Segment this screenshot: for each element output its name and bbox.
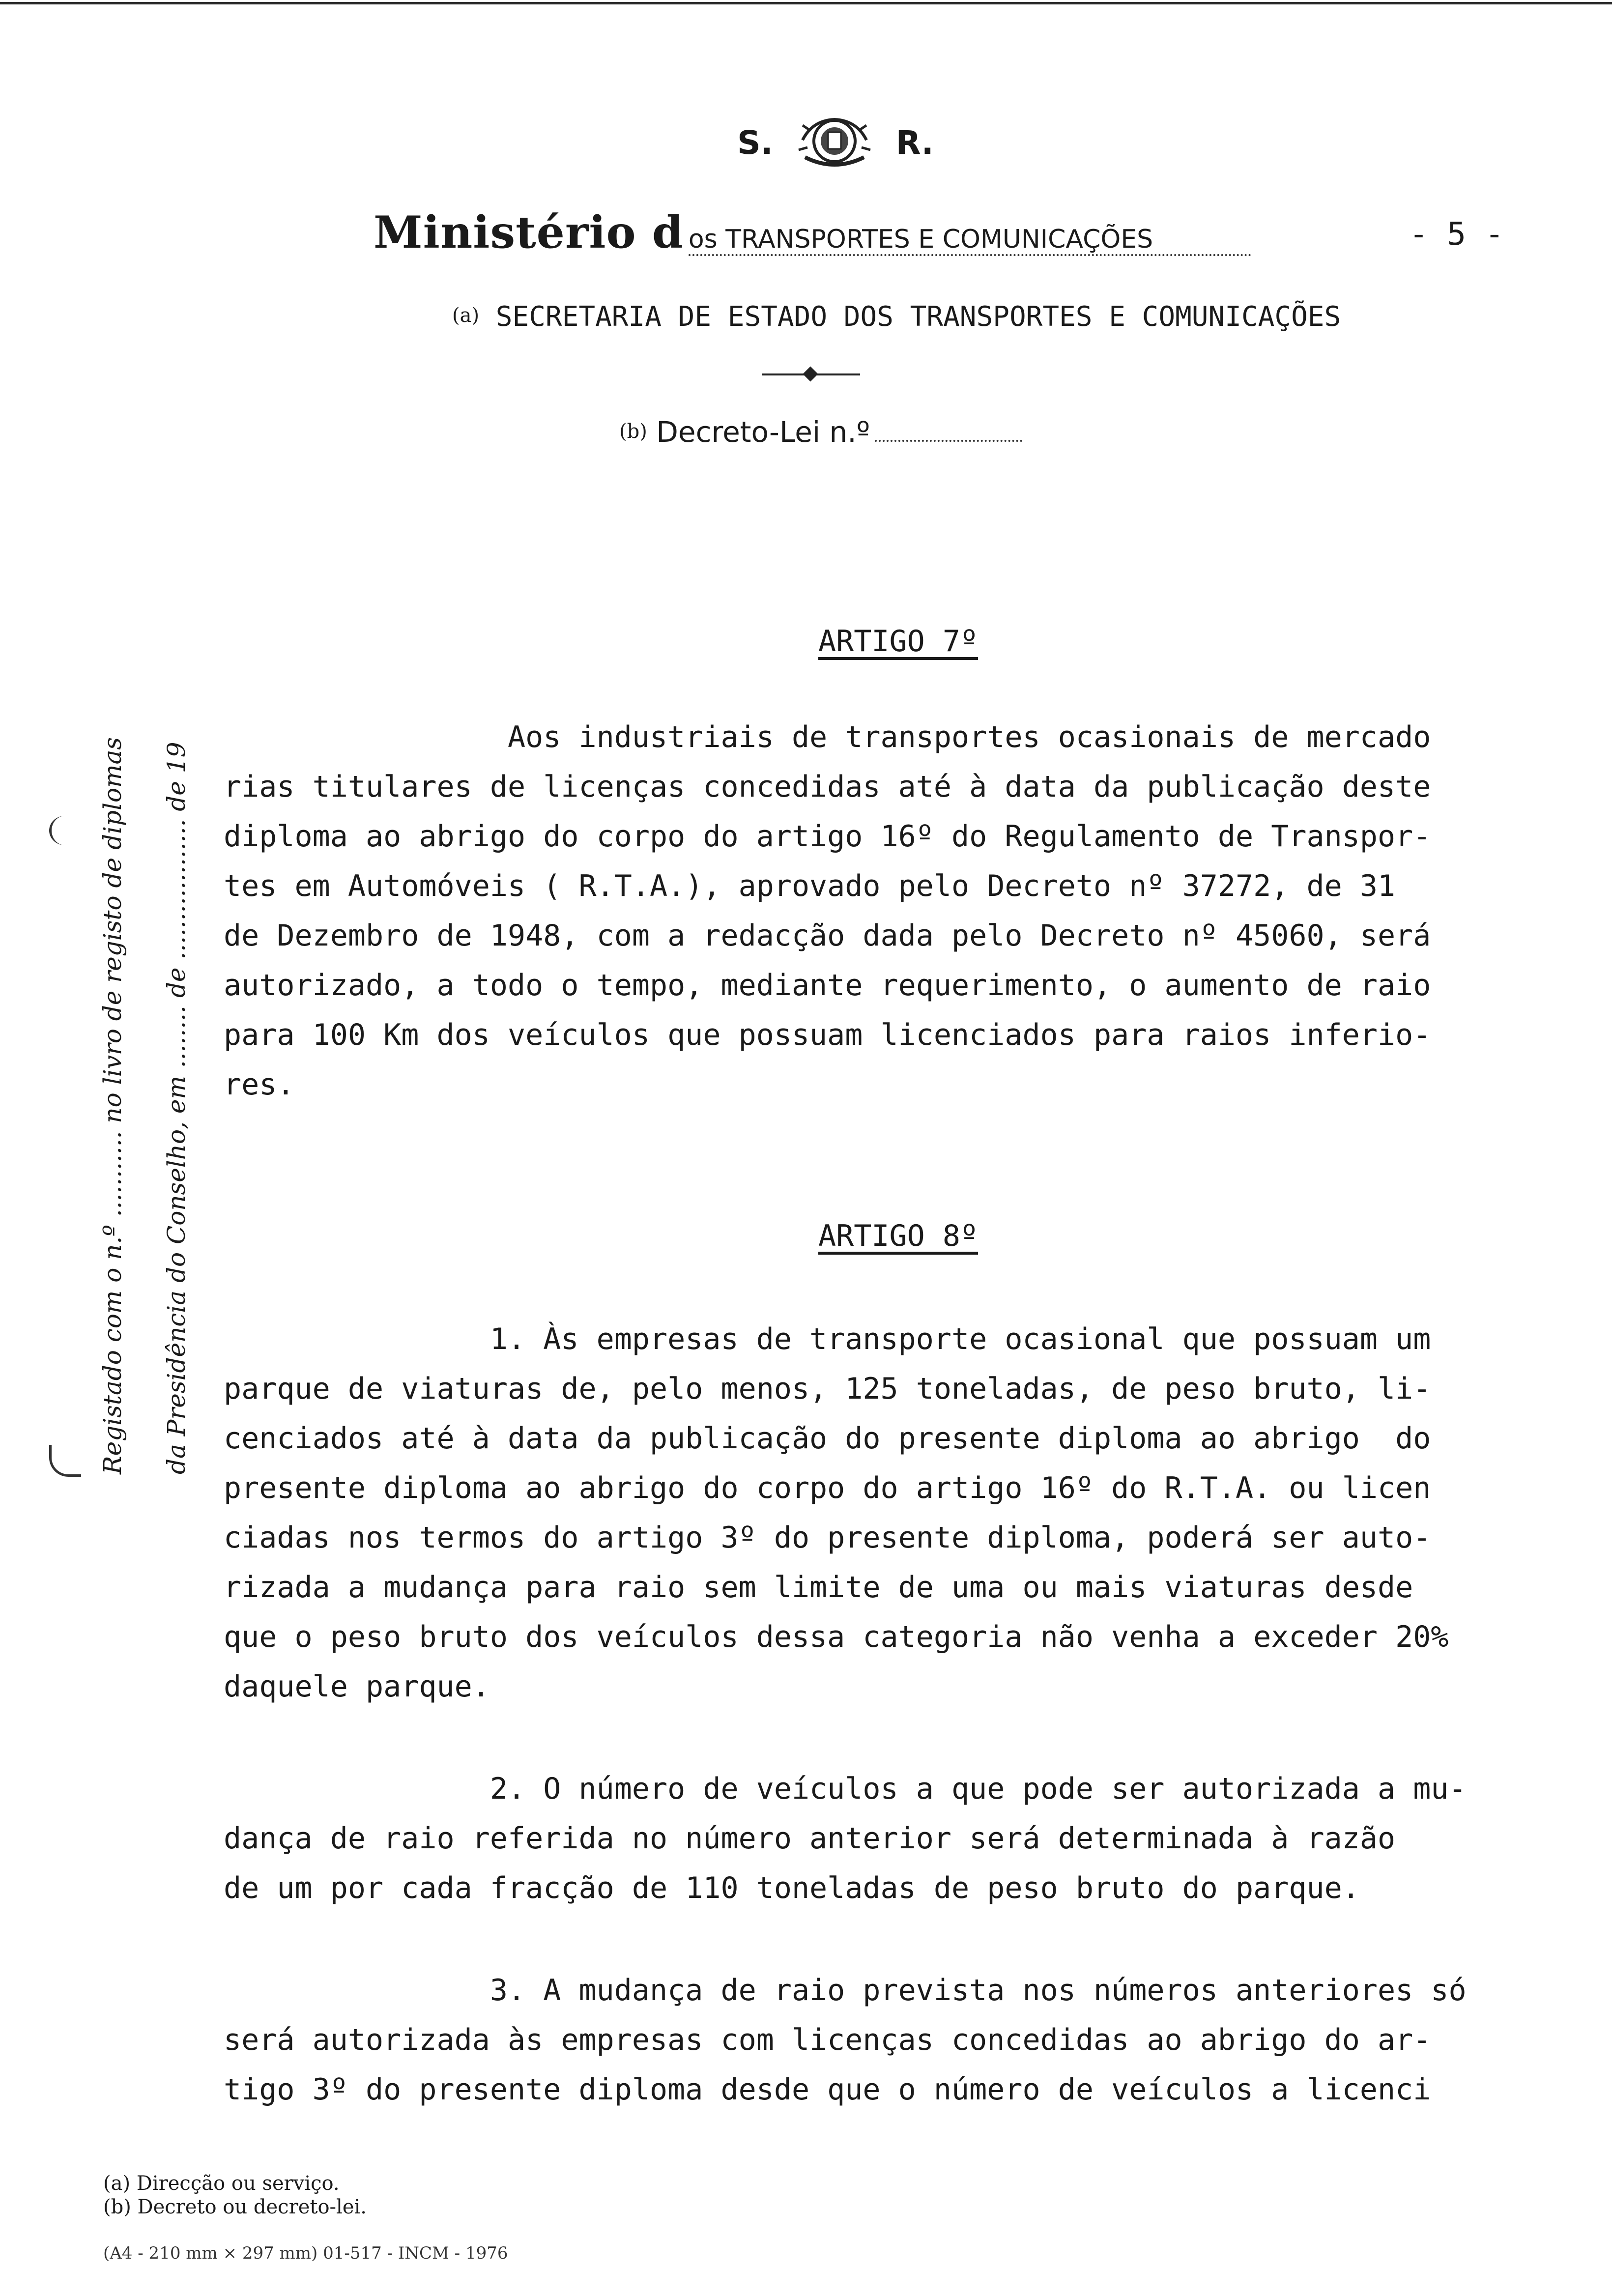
article-8-paragraph-2 (224, 1764, 1580, 1913)
ministry-department-name: TRANSPORTES E COMUNICAÇÕES (725, 225, 1153, 254)
text-line: parque de viaturas de, pelo menos, 125 toneladas, de peso bruto, li- (224, 1372, 1431, 1406)
article-8-heading: ARTIGO 8º (818, 1219, 979, 1253)
emblem-right-letter: R. (895, 123, 934, 162)
text-line: ciadas nos termos do artigo 3º do presente diploma, poderá ser auto- (224, 1521, 1431, 1555)
footnote-mark-a: (a) (452, 304, 480, 327)
secretaria-text: SECRETARIA DE ESTADO DOS TRANSPORTES E COMUNICAÇÕES (495, 301, 1341, 333)
text-line: diploma ao abrigo do corpo do artigo 16º do Regulamento de Transpor- (224, 819, 1431, 854)
text-line: para 100 Km dos veículos que possuam licenciados para raios inferio- (224, 1018, 1431, 1052)
ministry-os: os (688, 225, 718, 254)
emblem-left-letter: S. (737, 123, 773, 162)
ministry-department (689, 225, 1251, 256)
text-line: cenciados até à data da publicação do presente diploma ao abrigo do (224, 1421, 1431, 1456)
text-line: de Dezembro de 1948, com a redacção dada pelo Decreto nº 45060, será (224, 918, 1431, 953)
article-7-paragraph (224, 713, 1580, 1110)
decreto-line (619, 415, 1022, 449)
republic-header (703, 111, 968, 174)
secretaria-line (452, 301, 1533, 333)
article-8-paragraph-1 (224, 1315, 1580, 1712)
margin-registry-line-2: da Presidência do Conselho, em ........ de .................. de 19 (162, 742, 191, 1474)
text-line: 1. Às empresas de transporte ocasional que possuam um (224, 1322, 1431, 1356)
text-line: tes em Automóveis ( R.T.A.), aprovado pelo Decreto nº 37272, de 31 (224, 869, 1396, 903)
article-8-paragraph-3 (224, 1966, 1580, 2115)
text-line: que o peso bruto dos veículos dessa categoria não venha a exceder 20% (224, 1620, 1449, 1654)
text-line: Aos industriais de transportes ocasionais de mercado (224, 720, 1431, 754)
printer-imprint: (A4 - 210 mm × 297 mm) 01-517 - INCM - 1976 (103, 2243, 508, 2263)
text-line: de um por cada fracção de 110 toneladas de peso bruto do parque. (224, 1871, 1360, 1905)
text-line: presente diploma ao abrigo do corpo do artigo 16º do R.T.A. ou licen (224, 1471, 1431, 1505)
footnote-b: (b) Decreto ou decreto-lei. (103, 2196, 367, 2218)
top-rule (0, 2, 1612, 4)
footnote-a: (a) Direcção ou serviço. (103, 2172, 340, 2195)
text-line: res. (224, 1067, 295, 1102)
margin-bracket-top (49, 816, 81, 845)
margin-registry-line-1: Registado com o n.º ........... no livro de registo de diplomas (98, 737, 127, 1474)
text-line: será autorizada às empresas com licenças concedidas ao abrigo do ar- (224, 2023, 1431, 2057)
coat-of-arms-icon (793, 111, 876, 174)
margin-bracket-bottom (49, 1445, 81, 1477)
text-line: 2. O número de veículos a que pode ser autorizada a mu- (224, 1772, 1467, 1806)
decreto-number-blank (875, 430, 1022, 442)
article-7-heading: ARTIGO 7º (818, 624, 979, 659)
text-line: autorizado, a todo o tempo, mediante requerimento, o aumento de raio (224, 968, 1431, 1003)
text-line: rizada a mudança para raio sem limite de uma ou mais viaturas desde (224, 1570, 1413, 1605)
text-line: tigo 3º do presente diploma desde que o número de veículos a licenci (224, 2072, 1431, 2107)
ministry-label: Ministério d (374, 206, 684, 258)
text-line: dança de raio referida no número anterior será determinada à razão (224, 1821, 1396, 1856)
text-line: daquele parque. (224, 1669, 490, 1704)
text-line: rias titulares de licenças concedidas até à data da publicação deste (224, 770, 1431, 804)
text-line: 3. A mudança de raio prevista nos números anteriores só (224, 1973, 1467, 2008)
divider-ornament (803, 366, 818, 381)
ministry-line (374, 206, 1504, 265)
footnote-mark-b: (b) (619, 420, 647, 443)
page-number: - 5 - (1409, 216, 1504, 253)
decreto-label: Decreto-Lei n.º (656, 415, 870, 449)
